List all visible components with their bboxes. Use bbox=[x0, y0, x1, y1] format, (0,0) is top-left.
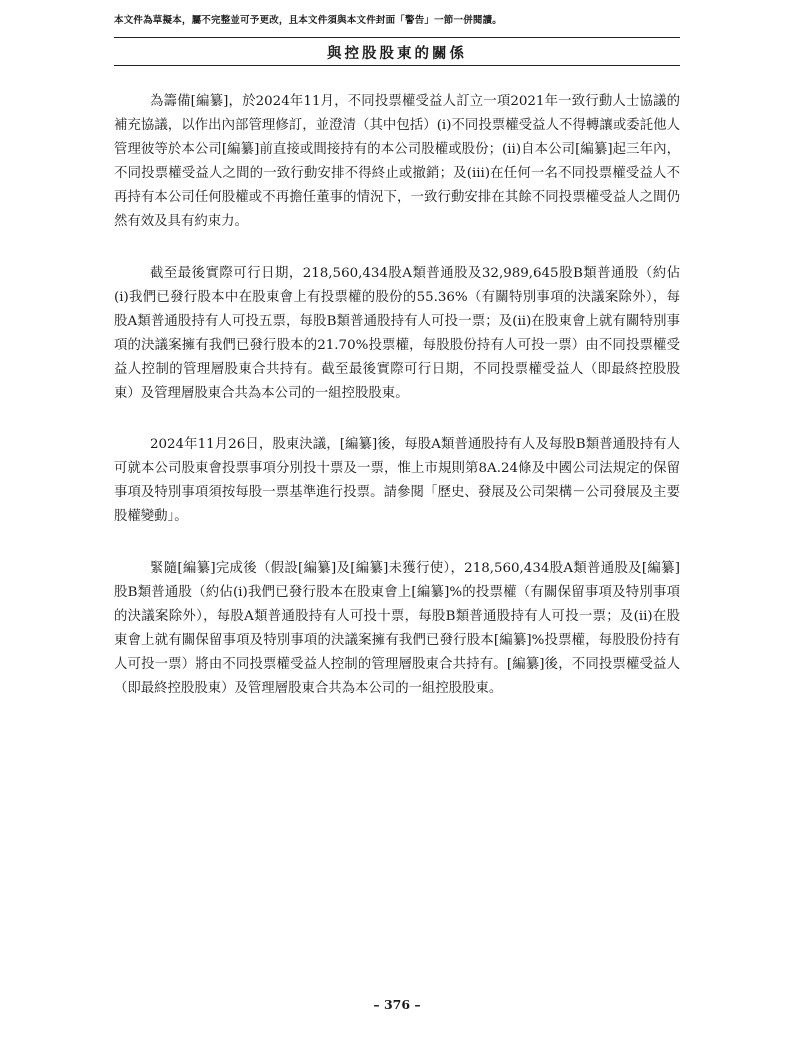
paragraph-shareholder-resolution: 2024年11月26日，股東決議，[編纂]後，每股A類普通股持有人及每股B類普通股持有人可就本公司股東會投票事項分別投十票及一票，惟上市規則第8A.24條及中國公司法規定的保留事項及特別事項須按每股一票基準進行投票。請參閱「歷史、發展及公司架構－公司發展及主要股權變動」。 bbox=[114, 437, 680, 525]
paragraph-shareholding-lpd: 截至最後實際可行日期，218,560,434股A類普通股及32,989,645股B類普通股（約佔(i)我們已發行股本中在股東會上有投票權的股份的55.36%（有關特別事項的決議案除外），每股A類普通股持有人可投五票，每股B類普通股持有人可投一票；及(ii)在股東會上就有關特別事項的決議案擁有我們已發行股本的21.70%投票權，每股股份持有人可投一票）由不同投票權受益人控制的管理層股東合共持有。截至最後實際可行日期，不同投票權受益人（即最終控股股東）及管理層股東合共為本公司的一組控股股東。 bbox=[114, 265, 680, 402]
paragraph-concert-party-agreement: 為籌備[編纂]，於2024年11月，不同投票權受益人訂立一項2021年一致行動人士協議的補充協議，以作出內部管理修訂，並澄清（其中包括）(i)不同投票權受益人不得轉讓或委託他人管理彼等於本公司[編纂]前直接或間接持有的本公司股權或股份；(ii)自本公司[編纂]起三年內，不同投票權受益人之間的一致行動安排不得終止或撤銷；及(iii)在任何一名不同投票權受益人不再持有本公司任何股權或不再擔任董事的情況下，一致行動安排在其餘不同投票權受益人之間仍然有效及具有約束力。 bbox=[114, 94, 680, 230]
page-number: – 376 – bbox=[373, 997, 421, 1012]
header-rule-bottom bbox=[114, 65, 680, 66]
header-rule-top bbox=[114, 37, 680, 38]
section-title: 與控股股東的關係 bbox=[327, 46, 467, 62]
draft-notice: 本文件為草擬本，屬不完整並可予更改，且本文件須與本文件封面「警告」一節一併閱讀。 bbox=[114, 15, 503, 26]
paragraph-post-listing-shareholding: 緊隨[編纂]完成後（假設[編纂]及[編纂]未獲行使），218,560,434股A類普通股及[編纂]股B類普通股（約佔(i)我們已發行股本在股東會上[編纂]%的投票權（有關保留事項及特別事項的決議案除外），每股A類普通股持有人可投十票，每股B類普通股持有人可投一票；及(ii)在股東會上就有關保留事項及特別事項的決議案擁有我們已發行股本[編纂]%投票權，每股股份持有人可投一票）將由不同投票權受益人控制的管理層股東合共持有。[編纂]後，不同投票權受益人（即最終控股股東）及管理層股東合共為本公司的一組控股股東。 bbox=[114, 560, 680, 696]
document-body bbox=[114, 90, 680, 728]
